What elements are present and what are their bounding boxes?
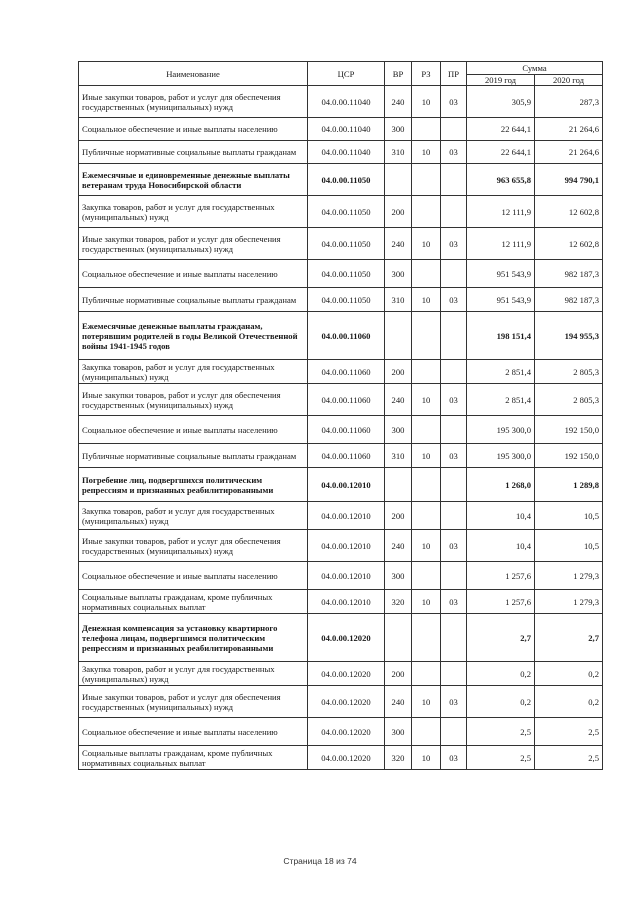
cell-rz — [412, 360, 441, 384]
table-row — [79, 590, 603, 614]
cell-name: Публичные нормативные социальные выплаты гражданам — [79, 444, 308, 468]
cell-y2020: 1 279,3 — [535, 562, 603, 590]
cell-y2019: 12 111,9 — [467, 228, 535, 260]
cell-y2020: 982 187,3 — [535, 260, 603, 288]
cell-vr: 240 — [385, 228, 412, 260]
cell-pr — [441, 164, 467, 196]
cell-pr: 03 — [441, 686, 467, 718]
table-row — [79, 686, 603, 718]
cell-y2019: 2 851,4 — [467, 384, 535, 416]
cell-csr: 04.0.00.12010 — [308, 590, 385, 614]
table-row — [79, 746, 603, 770]
cell-rz: 10 — [412, 86, 441, 118]
cell-rz — [412, 312, 441, 360]
cell-rz: 10 — [412, 228, 441, 260]
cell-csr: 04.0.00.11050 — [308, 228, 385, 260]
header-rz: РЗ — [412, 62, 441, 86]
header-2019: 2019 год — [467, 75, 535, 86]
cell-y2019: 12 111,9 — [467, 196, 535, 228]
cell-y2019: 951 543,9 — [467, 260, 535, 288]
table-row — [79, 312, 603, 360]
cell-y2019: 22 644,1 — [467, 141, 535, 164]
cell-vr: 320 — [385, 590, 412, 614]
header-pr: ПР — [441, 62, 467, 86]
header-vr: ВР — [385, 62, 412, 86]
cell-rz: 10 — [412, 530, 441, 562]
cell-csr: 04.0.00.11050 — [308, 288, 385, 312]
table-row — [79, 118, 603, 141]
cell-vr: 300 — [385, 416, 412, 444]
cell-rz: 10 — [412, 686, 441, 718]
cell-y2019: 951 543,9 — [467, 288, 535, 312]
cell-vr — [385, 164, 412, 196]
cell-vr — [385, 312, 412, 360]
table-row — [79, 384, 603, 416]
cell-name: Ежемесячные и единовременные денежные выплаты ветеранам труда Новосибирской области — [79, 164, 308, 196]
cell-vr: 300 — [385, 118, 412, 141]
cell-y2020: 0,2 — [535, 662, 603, 686]
cell-pr — [441, 718, 467, 746]
table-row — [79, 468, 603, 502]
cell-pr — [441, 312, 467, 360]
cell-y2019: 10,4 — [467, 530, 535, 562]
cell-vr: 240 — [385, 530, 412, 562]
cell-y2019: 1 257,6 — [467, 562, 535, 590]
cell-csr: 04.0.00.11060 — [308, 444, 385, 468]
cell-csr: 04.0.00.11040 — [308, 86, 385, 118]
cell-y2020: 12 602,8 — [535, 196, 603, 228]
cell-y2019: 2 851,4 — [467, 360, 535, 384]
cell-y2020: 982 187,3 — [535, 288, 603, 312]
cell-rz — [412, 502, 441, 530]
cell-y2020: 10,5 — [535, 502, 603, 530]
cell-vr: 310 — [385, 288, 412, 312]
cell-csr: 04.0.00.12020 — [308, 614, 385, 662]
cell-y2020: 287,3 — [535, 86, 603, 118]
cell-rz — [412, 164, 441, 196]
cell-rz — [412, 196, 441, 228]
cell-pr — [441, 502, 467, 530]
cell-y2020: 2,7 — [535, 614, 603, 662]
cell-rz — [412, 614, 441, 662]
cell-name: Публичные нормативные социальные выплаты гражданам — [79, 288, 308, 312]
cell-name: Иные закупки товаров, работ и услуг для обеспечения государственных (муниципальных) нужд — [79, 228, 308, 260]
cell-csr: 04.0.00.12020 — [308, 662, 385, 686]
cell-y2020: 2 805,3 — [535, 360, 603, 384]
cell-name: Социальное обеспечение и иные выплаты населению — [79, 118, 308, 141]
cell-name: Социальные выплаты гражданам, кроме публичных нормативных социальных выплат — [79, 746, 308, 770]
cell-name: Закупка товаров, работ и услуг для государственных (муниципальных) нужд — [79, 662, 308, 686]
cell-y2019: 195 300,0 — [467, 416, 535, 444]
cell-y2020: 1 279,3 — [535, 590, 603, 614]
cell-pr — [441, 614, 467, 662]
table-row — [79, 416, 603, 444]
cell-csr: 04.0.00.12010 — [308, 468, 385, 502]
cell-name: Закупка товаров, работ и услуг для государственных (муниципальных) нужд — [79, 360, 308, 384]
table-row — [79, 360, 603, 384]
page-footer: Страница 18 из 74 — [283, 856, 357, 866]
cell-y2020: 994 790,1 — [535, 164, 603, 196]
cell-y2020: 2,5 — [535, 746, 603, 770]
cell-rz: 10 — [412, 746, 441, 770]
cell-csr: 04.0.00.11040 — [308, 141, 385, 164]
table-row — [79, 86, 603, 118]
cell-vr: 200 — [385, 196, 412, 228]
cell-vr: 200 — [385, 662, 412, 686]
cell-y2020: 2,5 — [535, 718, 603, 746]
cell-y2019: 305,9 — [467, 86, 535, 118]
cell-y2019: 2,5 — [467, 746, 535, 770]
table-row — [79, 502, 603, 530]
cell-rz: 10 — [412, 384, 441, 416]
cell-y2019: 2,7 — [467, 614, 535, 662]
cell-pr: 03 — [441, 384, 467, 416]
cell-csr: 04.0.00.12010 — [308, 530, 385, 562]
header-csr: ЦСР — [308, 62, 385, 86]
cell-vr — [385, 468, 412, 502]
cell-pr: 03 — [441, 228, 467, 260]
cell-pr — [441, 662, 467, 686]
cell-vr: 310 — [385, 141, 412, 164]
cell-csr: 04.0.00.12020 — [308, 718, 385, 746]
table-row — [79, 718, 603, 746]
cell-y2020: 2 805,3 — [535, 384, 603, 416]
cell-pr: 03 — [441, 530, 467, 562]
cell-y2020: 12 602,8 — [535, 228, 603, 260]
table-row — [79, 196, 603, 228]
cell-name: Социальное обеспечение и иные выплаты населению — [79, 260, 308, 288]
cell-y2020: 10,5 — [535, 530, 603, 562]
cell-name: Погребение лиц, подвергшихся политическим репрессиям и признанных реабилитированными — [79, 468, 308, 502]
cell-y2019: 10,4 — [467, 502, 535, 530]
cell-name: Ежемесячные денежные выплаты гражданам, потерявшим родителей в годы Великой Отечественной войны 1941-1945 годов — [79, 312, 308, 360]
cell-pr — [441, 416, 467, 444]
cell-vr — [385, 614, 412, 662]
cell-y2020: 21 264,6 — [535, 118, 603, 141]
cell-y2019: 0,2 — [467, 686, 535, 718]
cell-rz — [412, 118, 441, 141]
cell-vr: 240 — [385, 384, 412, 416]
cell-pr — [441, 360, 467, 384]
cell-rz — [412, 562, 441, 590]
cell-y2019: 1 257,6 — [467, 590, 535, 614]
cell-rz: 10 — [412, 590, 441, 614]
cell-csr: 04.0.00.11050 — [308, 260, 385, 288]
cell-y2020: 192 150,0 — [535, 444, 603, 468]
cell-pr: 03 — [441, 746, 467, 770]
table-row — [79, 141, 603, 164]
cell-y2019: 198 151,4 — [467, 312, 535, 360]
table-row — [79, 614, 603, 662]
cell-pr — [441, 118, 467, 141]
cell-name: Социальное обеспечение и иные выплаты населению — [79, 562, 308, 590]
cell-y2020: 0,2 — [535, 686, 603, 718]
cell-pr: 03 — [441, 141, 467, 164]
cell-pr — [441, 562, 467, 590]
cell-name: Иные закупки товаров, работ и услуг для обеспечения государственных (муниципальных) нужд — [79, 86, 308, 118]
header-sum: Сумма — [467, 62, 603, 75]
cell-rz — [412, 468, 441, 502]
cell-csr: 04.0.00.11060 — [308, 416, 385, 444]
cell-y2019: 195 300,0 — [467, 444, 535, 468]
cell-rz — [412, 416, 441, 444]
cell-vr: 240 — [385, 86, 412, 118]
cell-y2019: 2,5 — [467, 718, 535, 746]
cell-y2019: 0,2 — [467, 662, 535, 686]
table-row — [79, 164, 603, 196]
cell-vr: 300 — [385, 562, 412, 590]
cell-rz — [412, 662, 441, 686]
table-row — [79, 288, 603, 312]
cell-name: Денежная компенсация за установку квартирного телефона лицам, подвергшимся политическим репрессиям и признанных реабилитированными — [79, 614, 308, 662]
cell-name: Социальные выплаты гражданам, кроме публичных нормативных социальных выплат — [79, 590, 308, 614]
cell-csr: 04.0.00.11060 — [308, 360, 385, 384]
cell-csr: 04.0.00.12010 — [308, 562, 385, 590]
table-row — [79, 444, 603, 468]
cell-y2020: 192 150,0 — [535, 416, 603, 444]
cell-csr: 04.0.00.12010 — [308, 502, 385, 530]
cell-pr — [441, 196, 467, 228]
cell-y2019: 22 644,1 — [467, 118, 535, 141]
cell-rz — [412, 260, 441, 288]
header-2020: 2020 год — [535, 75, 603, 86]
cell-rz: 10 — [412, 288, 441, 312]
cell-y2019: 963 655,8 — [467, 164, 535, 196]
cell-rz — [412, 718, 441, 746]
cell-y2020: 21 264,6 — [535, 141, 603, 164]
table-row — [79, 562, 603, 590]
cell-vr: 320 — [385, 746, 412, 770]
cell-csr: 04.0.00.12020 — [308, 746, 385, 770]
cell-csr: 04.0.00.11060 — [308, 312, 385, 360]
cell-y2019: 1 268,0 — [467, 468, 535, 502]
cell-csr: 04.0.00.11060 — [308, 384, 385, 416]
cell-name: Закупка товаров, работ и услуг для государственных (муниципальных) нужд — [79, 196, 308, 228]
cell-pr — [441, 260, 467, 288]
cell-csr: 04.0.00.11040 — [308, 118, 385, 141]
cell-y2020: 194 955,3 — [535, 312, 603, 360]
cell-y2020: 1 289,8 — [535, 468, 603, 502]
table-row — [79, 228, 603, 260]
cell-name: Социальное обеспечение и иные выплаты населению — [79, 718, 308, 746]
cell-rz: 10 — [412, 444, 441, 468]
header-name: Наименование — [79, 62, 308, 86]
table-row — [79, 260, 603, 288]
cell-rz: 10 — [412, 141, 441, 164]
budget-table — [78, 61, 603, 770]
cell-csr: 04.0.00.11050 — [308, 196, 385, 228]
cell-name: Иные закупки товаров, работ и услуг для обеспечения государственных (муниципальных) нужд — [79, 530, 308, 562]
cell-vr: 200 — [385, 502, 412, 530]
cell-name: Социальное обеспечение и иные выплаты населению — [79, 416, 308, 444]
cell-vr: 200 — [385, 360, 412, 384]
cell-pr: 03 — [441, 590, 467, 614]
cell-name: Публичные нормативные социальные выплаты гражданам — [79, 141, 308, 164]
cell-pr — [441, 468, 467, 502]
cell-csr: 04.0.00.11050 — [308, 164, 385, 196]
cell-vr: 240 — [385, 686, 412, 718]
cell-pr: 03 — [441, 444, 467, 468]
cell-vr: 300 — [385, 718, 412, 746]
cell-pr: 03 — [441, 86, 467, 118]
cell-pr: 03 — [441, 288, 467, 312]
cell-name: Иные закупки товаров, работ и услуг для обеспечения государственных (муниципальных) нужд — [79, 384, 308, 416]
cell-name: Иные закупки товаров, работ и услуг для обеспечения государственных (муниципальных) нужд — [79, 686, 308, 718]
cell-vr: 310 — [385, 444, 412, 468]
cell-name: Закупка товаров, работ и услуг для государственных (муниципальных) нужд — [79, 502, 308, 530]
table-row — [79, 530, 603, 562]
cell-csr: 04.0.00.12020 — [308, 686, 385, 718]
table-row — [79, 662, 603, 686]
cell-vr: 300 — [385, 260, 412, 288]
